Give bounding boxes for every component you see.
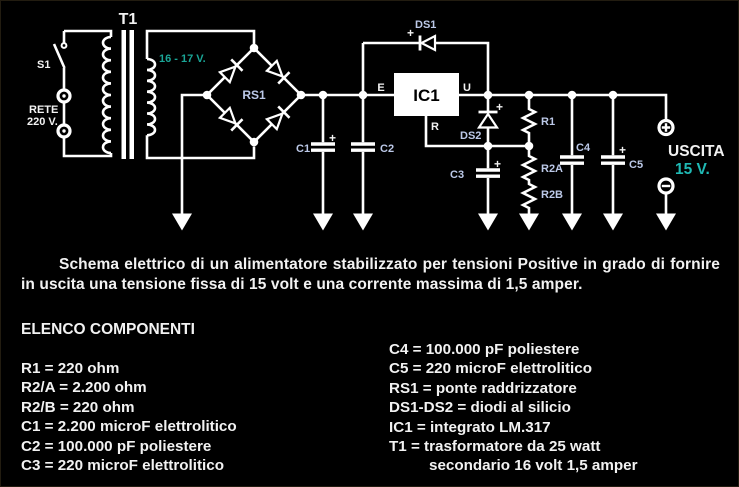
- label-t1: T1: [118, 11, 138, 28]
- ds2-plus-mark: +: [496, 100, 504, 114]
- ic1-label: IC1: [413, 86, 440, 105]
- component-item: C5 = 220 microF elettrolitico: [389, 360, 592, 378]
- component-item: R2/B = 220 ohm: [21, 398, 135, 416]
- label-rs1: RS1: [242, 88, 266, 102]
- c3-plus-mark: +: [494, 157, 502, 171]
- component-item: R1 = 220 ohm: [21, 360, 120, 377]
- component-item: C1 = 2.200 microF elettrolitico: [21, 418, 237, 436]
- label-secondary-voltage: 16 - 17 V.: [159, 53, 206, 65]
- label-output-voltage: 15 V.: [675, 161, 710, 178]
- capacitor-c2: [351, 144, 375, 150]
- label-s1: S1: [37, 59, 51, 71]
- label-pin-e: E: [377, 82, 385, 94]
- diode-ds2: [479, 112, 498, 128]
- diode-ds1: [420, 36, 435, 51]
- switch-s1: [54, 43, 66, 68]
- component-item: T1 = trasformatore da 25 watt: [389, 438, 601, 456]
- capacitor-c5: [601, 157, 625, 163]
- component-item: RS1 = ponte raddrizzatore: [389, 379, 577, 397]
- ground-arrows: [172, 214, 676, 231]
- circuit-svg: [1, 1, 739, 241]
- label-c3: C3: [450, 169, 465, 181]
- label-c4: C4: [576, 142, 591, 154]
- label-r1: R1: [541, 116, 556, 128]
- c5-plus-mark: +: [619, 143, 627, 157]
- label-rete-voltage: 220 V.: [27, 116, 58, 128]
- label-pin-r: R: [431, 121, 439, 133]
- component-item: R2/A = 2.200 ohm: [21, 379, 147, 397]
- caption: Schema elettrico di un alimentatore stabilizzato per tensioni Positive in grado di fornire in uscita una tensione fissa di 15 volt e una corrente massima di 1,5 amper.: [21, 256, 720, 293]
- wires: [64, 31, 666, 214]
- label-r2b: R2B: [541, 189, 564, 201]
- ds1-plus-mark: +: [407, 26, 415, 40]
- capacitor-c4: [560, 157, 584, 163]
- label-pin-u: U: [463, 82, 471, 94]
- component-item: secondario 16 volt 1,5 amper: [429, 457, 638, 475]
- component-item: IC1 = integrato LM.317: [389, 418, 551, 436]
- label-c2: C2: [380, 143, 395, 155]
- component-item: DS1-DS2 = diodi al silicio: [389, 399, 571, 417]
- label-ds1: DS1: [415, 19, 437, 31]
- label-c1: C1: [296, 143, 311, 155]
- component-item: C2 = 100.000 pF poliestere: [21, 437, 212, 455]
- label-c5: C5: [629, 159, 644, 171]
- component-list-left: [21, 359, 237, 475]
- label-rete: RETE: [29, 104, 59, 116]
- c1-plus-mark: +: [329, 131, 337, 145]
- component-list-right: [389, 340, 638, 476]
- label-uscita: USCITA: [668, 143, 725, 160]
- label-r2a: R2A: [541, 163, 564, 175]
- power-supply-schematic: [1, 1, 739, 241]
- components-title: ELENCO COMPONENTI: [21, 321, 195, 338]
- component-item: C4 = 100.000 pF poliestere: [389, 341, 580, 358]
- transformer-core: [122, 30, 135, 159]
- component-item: C3 = 220 microF elettrolitico: [21, 457, 224, 475]
- ic1-regulator: [394, 73, 459, 116]
- label-ds2: DS2: [460, 130, 482, 142]
